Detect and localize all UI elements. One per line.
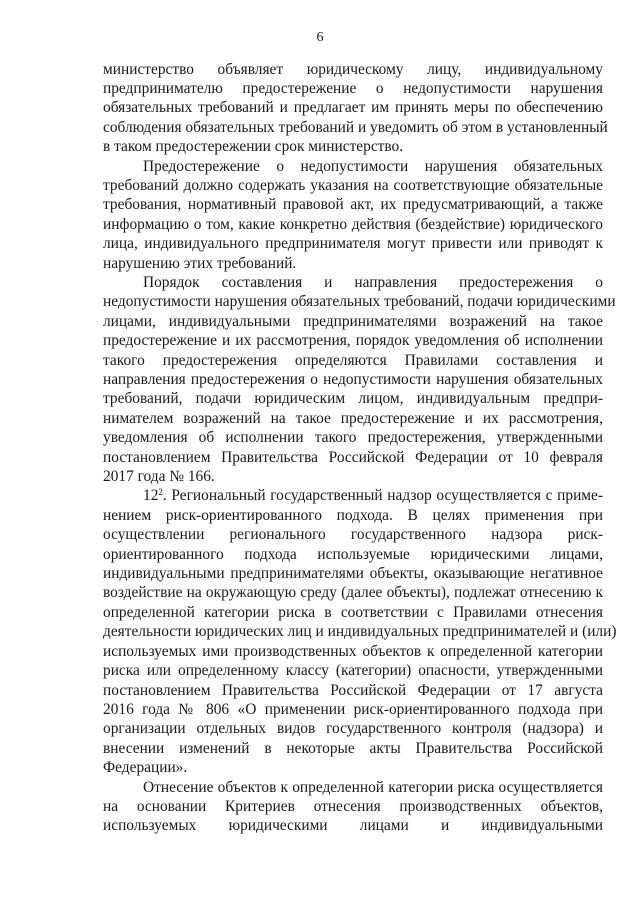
text-line: осуществлении регионального государственного надзора риск-: [103, 526, 603, 544]
text-line: предостережение и их рассмотрения, порядок уведомления об исполнении: [103, 332, 603, 350]
text-line: недопустимости нарушения обязательных требований, подачи юридическими: [103, 293, 616, 311]
text-line: уведомления об исполнении такого предостережения, утвержденными: [103, 429, 603, 447]
paragraph-2: [103, 157, 603, 273]
text-line: 2016 года № 806 «О применении риск-ориентированного подхода при: [103, 700, 603, 718]
text-line: нимателем возражений на такое предостережение и их рассмотрения,: [103, 409, 603, 427]
text-line: в таком предостережении срок министерство.: [103, 138, 404, 156]
page-number: 6: [316, 30, 324, 45]
text-line: нарушению этих требований.: [103, 254, 297, 272]
text-fragment: . Региональный государственный надзор осуществляется с приме-: [162, 487, 603, 505]
text-line: деятельности юридических лиц и индивидуальных предпринимателей и (или): [103, 623, 617, 641]
section-number-superscript: 2: [158, 487, 163, 498]
paragraph-1: [103, 60, 608, 157]
text-line: информацию о том, какие конкретно действия (бездействие) юридического: [103, 215, 603, 233]
text-line: ориентированного подхода используемые юридическими лицами,: [103, 545, 603, 563]
document-body: [103, 60, 617, 836]
text-line: определенной категории риска в соответствии с Правилами отнесения: [103, 603, 603, 621]
paragraph-3: [103, 273, 616, 486]
text-line: постановлением Правительства Российской Федерации от 10 февраля: [103, 448, 603, 466]
text-line: нением риск-ориентированного подхода. В целях применения при: [103, 506, 603, 524]
text-line: такого предостережения определяются Правилами составления и: [103, 351, 603, 369]
text-line: обязательных требований и предлагает им принять меры по обеспечению: [103, 99, 603, 117]
text-line: требований должно содержать указания на соответствующие обязательные: [103, 176, 603, 194]
paragraph-4: [103, 486, 617, 777]
text-line: используемых юридическими лицами и индивидуальными: [103, 817, 603, 835]
text-line: Порядок составления и направления предостережения о: [143, 273, 603, 291]
text-line: министерство объявляет юридическому лицу, индивидуальному: [103, 60, 603, 78]
text-line: воздействие на окружающую среду (далее объекты), подлежат отнесению к: [103, 584, 603, 602]
text-line: на основании Критериев отнесения производственных объектов,: [103, 797, 603, 815]
text-line: соблюдения обязательных требований и уведомить об этом в установленный: [103, 118, 608, 136]
text-line: постановлением Правительства Российской Федерации от 17 августа: [103, 681, 603, 699]
text-line: направления предостережения о недопустимости нарушения обязательных: [103, 371, 603, 388]
text-line: лица, индивидуального предпринимателя могут привести или приводят к: [103, 235, 603, 253]
text-line: риска или определенному классу (категории) опасности, утвержденными: [103, 662, 603, 680]
text-line: требований, подачи юридическим лицом, индивидуальным предпри-: [103, 390, 603, 408]
text-line: 2017 года № 166.: [103, 468, 215, 486]
text-line: Предостережение о недопустимости нарушения обязательных: [143, 157, 603, 175]
text-line: организации отдельных видов государственного контроля (надзора) и: [103, 720, 603, 738]
text-line: Федерации».: [103, 759, 188, 777]
text-line: требования, нормативный правовой акт, их предусматривающий, а также: [103, 196, 603, 214]
section-number: 12: [143, 487, 159, 505]
text-line: предпринимателю предостережение о недопустимости нарушения: [103, 79, 603, 97]
text-line: [103, 486, 603, 505]
text-line: лицами, индивидуальными предпринимателями возражений на такое: [103, 312, 603, 330]
text-line: используемых ими производственных объектов к определенной категории: [103, 642, 603, 660]
paragraph-5: [103, 778, 603, 836]
text-line: внесении изменений в некоторые акты Правительства Российской: [103, 739, 603, 757]
text-line: индивидуальными предпринимателями объекты, оказывающие негативное: [103, 565, 603, 583]
text-line: Отнесение объектов к определенной категории риска осуществляется: [143, 778, 603, 796]
